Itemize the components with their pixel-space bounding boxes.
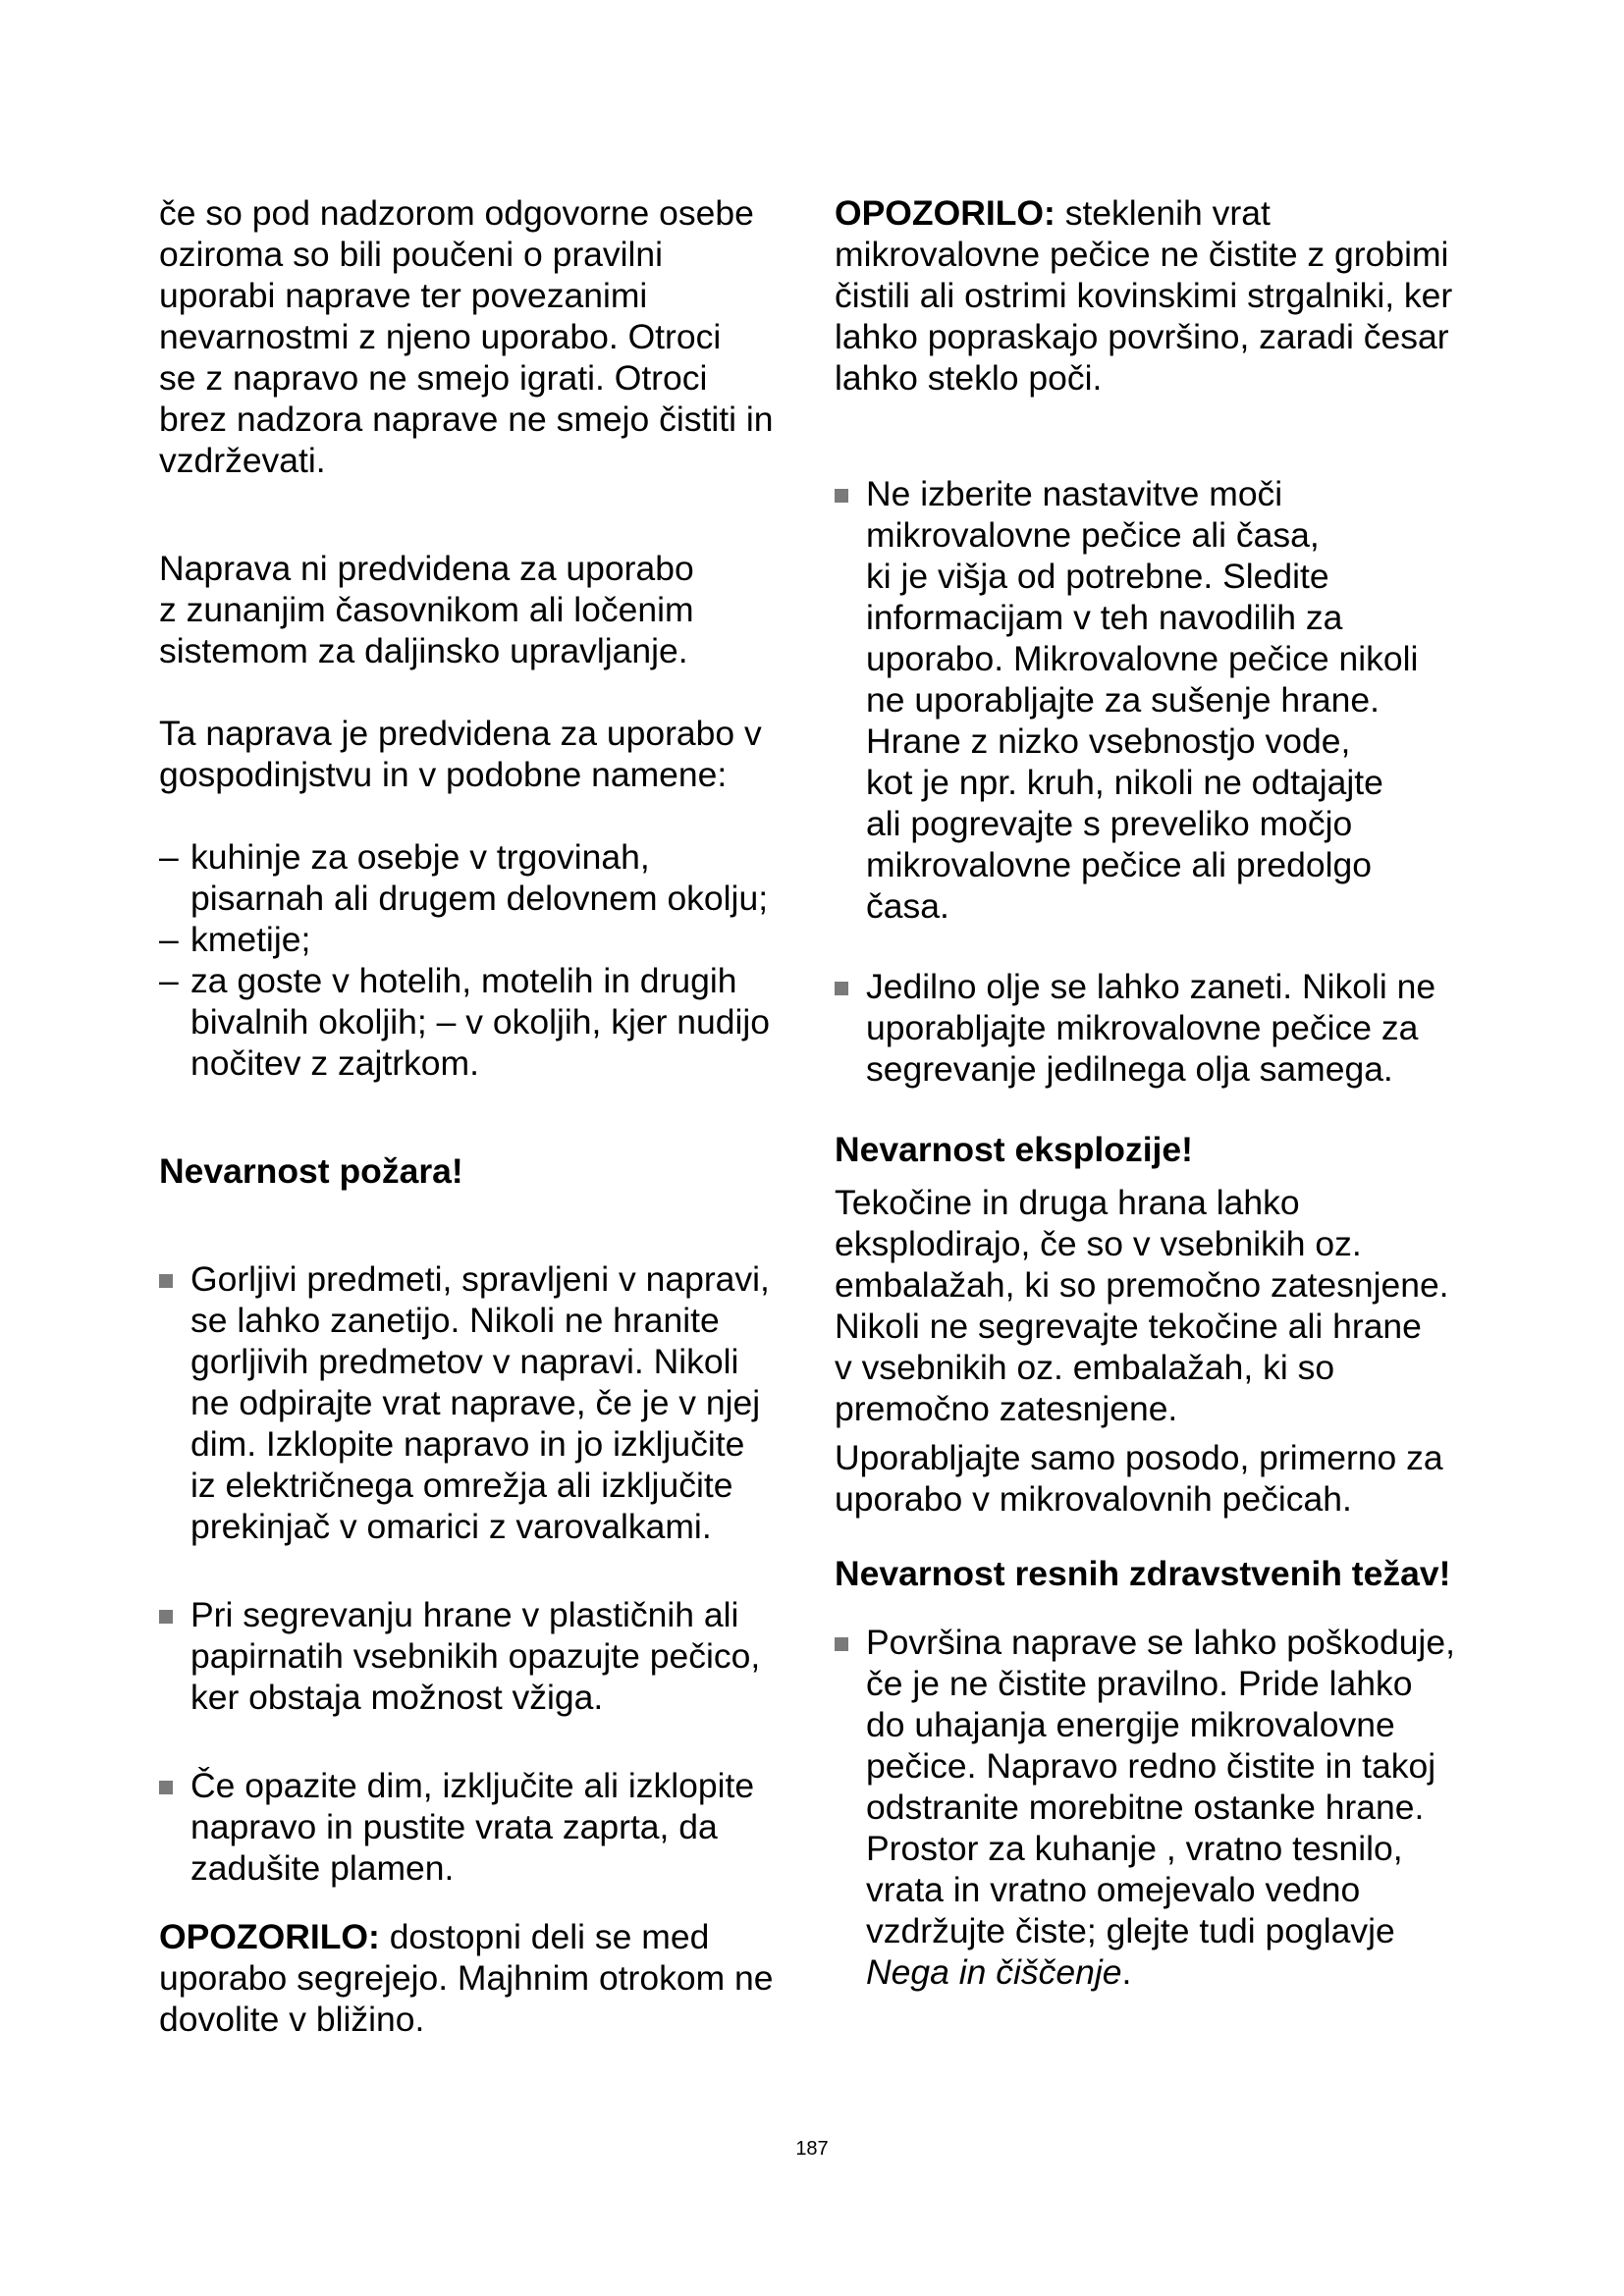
square-bullet-icon	[835, 1637, 848, 1651]
warning-label: OPOZORILO:	[835, 193, 1056, 233]
chapter-reference: Nega in čiščenje	[866, 1952, 1122, 1992]
dash-marker: –	[159, 961, 179, 1000]
paragraph-household-use: Ta naprava je predvidena za uporabo v gospodinjstvu in v podobne namene:	[159, 714, 762, 794]
right-column	[835, 192, 1502, 1993]
warning-hot-parts	[159, 1916, 817, 2040]
list-item	[835, 473, 1502, 927]
list-item-text: kmetije;	[190, 920, 311, 959]
square-bullet-icon	[159, 1781, 173, 1794]
square-bullet-icon	[159, 1610, 173, 1624]
list-item	[159, 960, 817, 1084]
heading-fire-hazard: Nevarnost požara!	[159, 1151, 463, 1191]
list-item-text: kuhinje za osebje v trgovinah, pisarnah ali drugem delovnem okolju;	[190, 837, 769, 918]
warning-text: dostopni deli se med uporabo segrejejo. Majhnim otrokom ne dovolite v bližino.	[159, 1917, 774, 2039]
list-item	[835, 966, 1502, 1090]
list-item-text: Ne izberite nastavitve moči mikrovalovne pečice ali časa, ki je višja od potrebne. Sledite informacijam v teh navodilih za uporabo. Mikrovalovne pečice nikoli ne uporabljajte za sušenje hrane. Hrane z nizko vsebnostjo vode, kot je npr. kruh, nikoli ne odtajajte ali pogrevajte s preveliko močjo mikrovalovne pečice ali predolgo časa.	[866, 474, 1419, 926]
list-item	[159, 1258, 817, 1547]
list-item-text: Gorljivi predmeti, spravljeni v napravi, se lahko zanetijo. Nikoli ne hranite gorljivih predmetov v napravi. Nikoli ne odpirajte vrat naprave, če je v njej dim. Izklopite napravo in jo izključite iz električnega omrežja ali izključite prekinjač v omarici z varovalkami.	[190, 1259, 770, 1546]
paragraph-explosion: Tekočine in druga hrana lahko eksplodirajo, če so v vsebnikih oz. embalažah, ki so premočno zatesnjene. Nikoli ne segrevajte tekočine ali hrane v vsebnikih oz. embalažah, ki so premočno zatesnjene.	[835, 1183, 1449, 1428]
list-item	[835, 1622, 1502, 1993]
dash-marker: –	[159, 837, 179, 877]
paragraph-suitable-cookware: Uporabljajte samo posodo, primerno za uporabo v mikrovalovnih pečicah.	[835, 1438, 1443, 1519]
list-item	[159, 1765, 817, 1889]
list-item	[159, 919, 817, 960]
warning-glass-door	[835, 192, 1502, 399]
list-item-text: Če opazite dim, izključite ali izklopite napravo in pustite vrata zaprta, da zadušite plamen.	[190, 1766, 755, 1888]
heading-health-hazard: Nevarnost resnih zdravstvenih težav!	[835, 1554, 1451, 1593]
square-bullet-icon	[159, 1274, 173, 1288]
warning-text: steklenih vrat mikrovalovne pečice ne čistite z grobimi čistili ali ostrimi kovinskimi strgalniki, ker lahko popraskajo površino, zaradi česar lahko steklo poči.	[835, 193, 1453, 398]
square-bullet-icon	[835, 489, 848, 503]
page-number: 187	[795, 2138, 829, 2160]
list-item-text: za goste v hotelih, motelih in drugih bivalnih okoljih; – v okoljih, kjer nudijo nočitev z zajtrkom.	[190, 961, 771, 1083]
paragraph-supervision: če so pod nadzorom odgovorne osebe oziroma so bili poučeni o pravilni uporabi naprave ter povezanimi nevarnostmi z njeno uporabo. Otroci se z napravo ne smejo igrati. Otroci brez nadzora naprave ne smejo čistiti in vzdrževati.	[159, 193, 774, 480]
left-column	[159, 192, 817, 2040]
list-item-text: Površina naprave se lahko poškoduje, če je ne čistite pravilno. Pride lahko do uhajanja energije mikrovalovne pečice. Napravo redno čistite in takoj odstranite morebitne ostanke hrane. Prostor za kuhanje , vratno tesnilo, vrata in vratno omejevalo vedno vzdržujte čiste; glejte tudi poglavje	[866, 1623, 1455, 1950]
sentence-end: .	[1121, 1952, 1132, 1992]
list-item	[159, 1594, 817, 1718]
square-bullet-icon	[835, 982, 848, 995]
paragraph-timer: Naprava ni predvidena za uporabo z zunanjim časovnikom ali ločenim sistemom za daljinsko upravljanje.	[159, 549, 694, 670]
list-item-text: Pri segrevanju hrane v plastičnih ali papirnatih vsebnikih opazujte pečico, ker obstaja možnost vžiga.	[190, 1595, 761, 1717]
warning-label: OPOZORILO:	[159, 1917, 380, 1956]
dash-marker: –	[159, 920, 179, 959]
list-item	[159, 836, 817, 919]
list-item-text: Jedilno olje se lahko zaneti. Nikoli ne uporabljajte mikrovalovne pečice za segrevanje jedilnega olja samega.	[866, 967, 1436, 1089]
heading-explosion-hazard: Nevarnost eksplozije!	[835, 1130, 1193, 1169]
